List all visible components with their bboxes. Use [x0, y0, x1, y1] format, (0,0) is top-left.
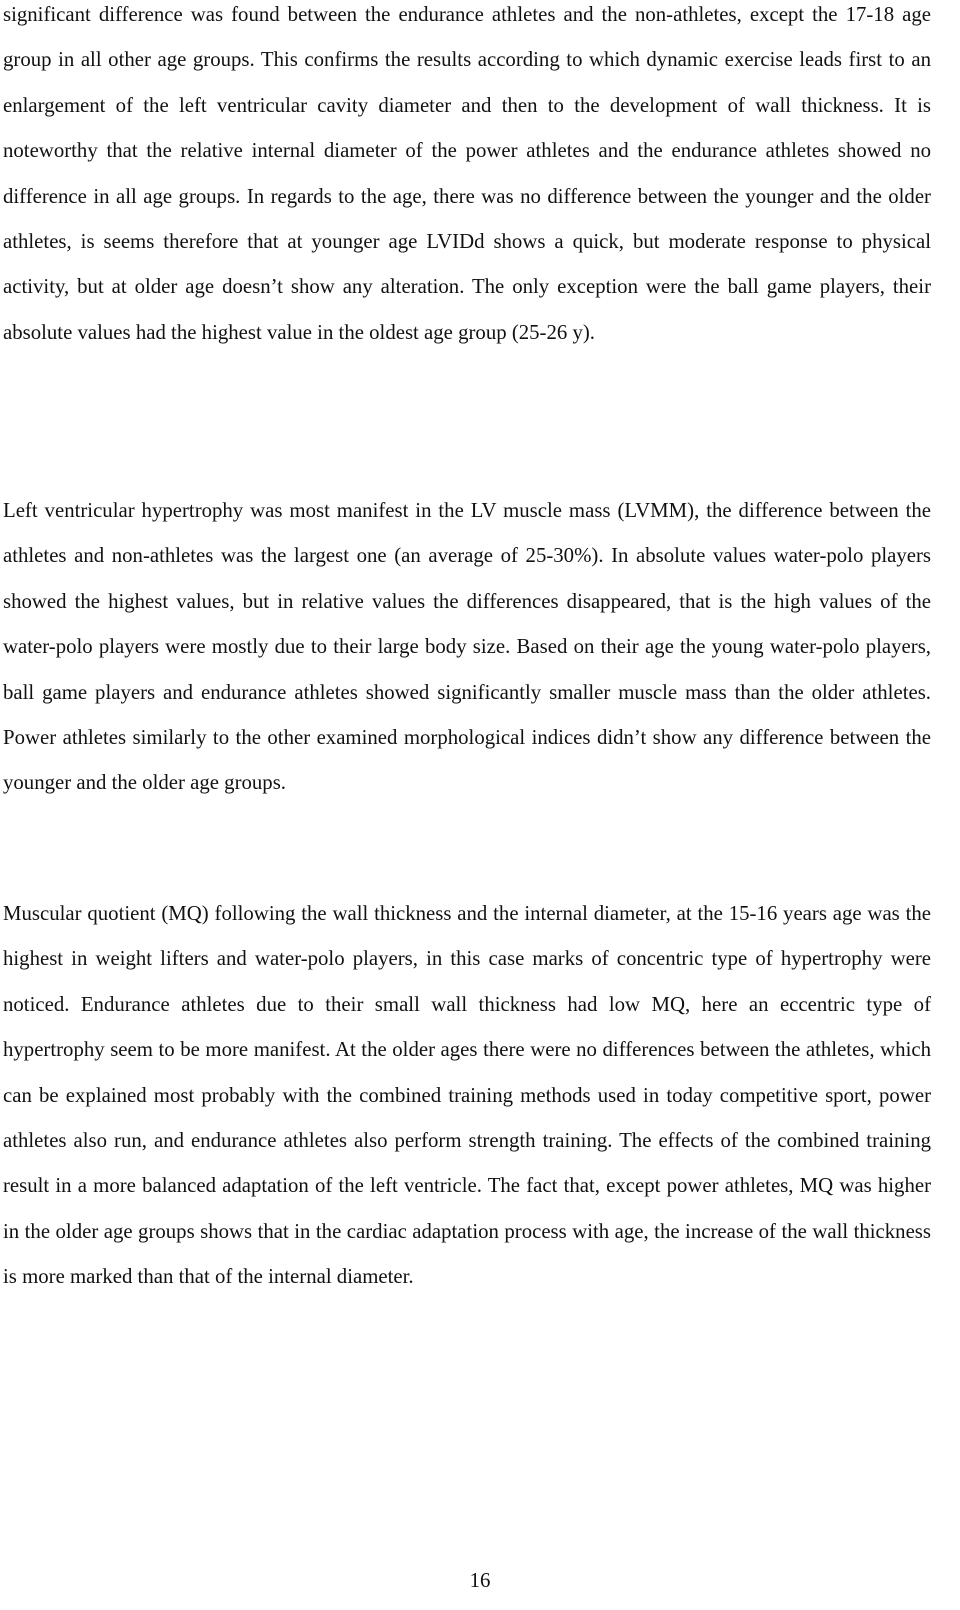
body-paragraph-2: Left ventricular hypertrophy was most manifest in the LV muscle mass (LVMM), the difference between the athletes and non-athletes was the largest one (an average of 25-30%). In absolute values water-polo players showed the highest values, but in relative values the differences disappeared, that is the high values of the water-polo players were mostly due to their large body size. Based on their age the young water-polo players, ball game players and endurance athletes showed significantly smaller muscle mass than the older athletes. Power athletes similarly to the other examined morphological indices didn’t show any difference between the younger and the older age groups. — [3, 499, 931, 795]
page-number: 16 — [469, 1569, 491, 1592]
body-paragraph-3: Muscular quotient (MQ) following the wall thickness and the internal diameter, at the 15-16 years age was the highest in weight lifters and water-polo players, in this case marks of concentric type of hypertrophy were noticed. Endurance athletes due to their small wall thickness had low MQ, here an eccentric type of hypertrophy seem to be more manifest. At the older ages there were no differences between the athletes, which can be explained most probably with the combined training methods used in today competitive sport, power athletes also run, and endurance athletes also perform strength training. The effects of the combined training result in a more balanced adaptation of the left ventricle. The fact that, except power athletes, MQ was higher in the older age groups shows that in the cardiac adaptation process with age, the increase of the wall thickness is more marked than that of the internal diameter. — [3, 902, 931, 1289]
body-paragraph-1: significant difference was found between the endurance athletes and the non-athletes, except the 17-18 age group in all other age groups. This confirms the results according to which dynamic exercise leads first to an enlargement of the left ventricular cavity diameter and then to the development of wall thickness. It is noteworthy that the relative internal diameter of the power athletes and the endurance athletes showed no difference in all age groups. In regards to the age, there was no difference between the younger and the older athletes, is seems therefore that at younger age LVIDd shows a quick, but moderate response to physical activity, but at older age doesn’t show any alteration. The only exception were the ball game players, their absolute values had the highest value in the oldest age group (25-26 y). — [3, 3, 931, 344]
